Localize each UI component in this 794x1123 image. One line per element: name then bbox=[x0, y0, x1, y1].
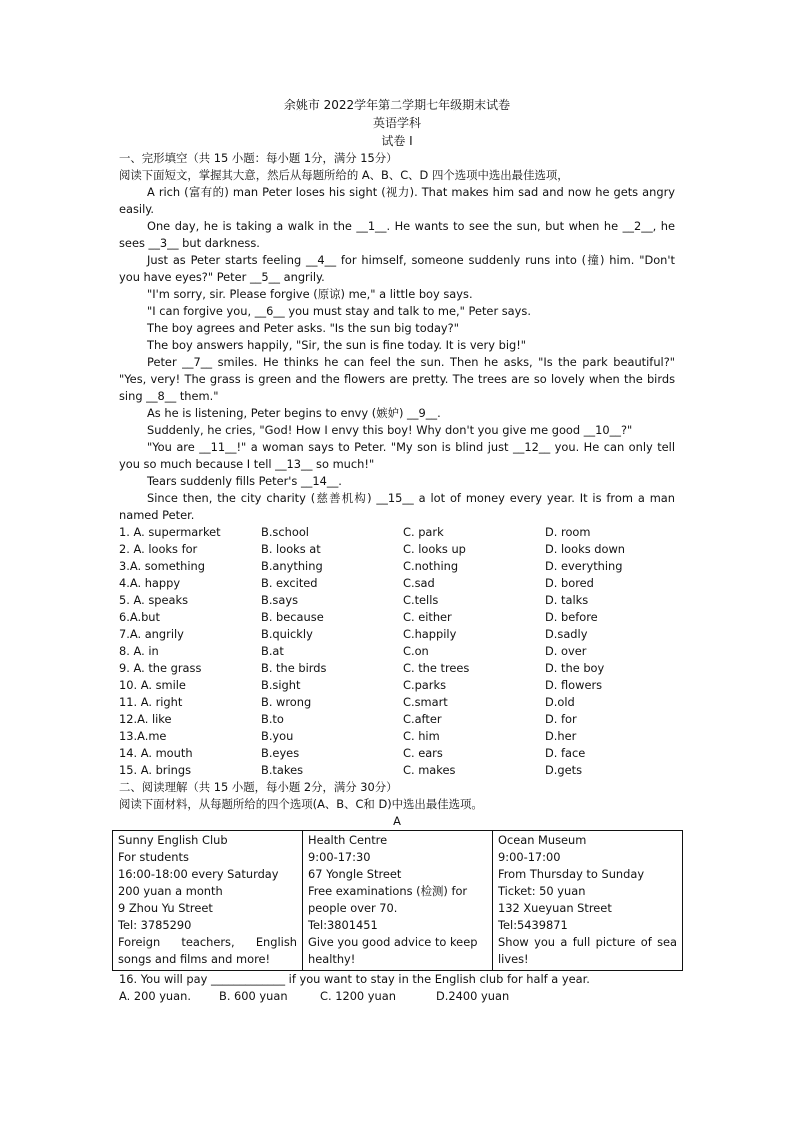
choice-d: D.2400 yuan bbox=[436, 989, 510, 1003]
exam-title: 余姚市 2022学年第二学期七年级期末试卷 bbox=[283, 98, 511, 112]
option-row bbox=[119, 694, 675, 711]
option-b: B.to bbox=[261, 712, 284, 726]
option-row bbox=[119, 609, 675, 626]
option-d: D. talks bbox=[545, 593, 589, 607]
option-b: B. the birds bbox=[261, 661, 327, 675]
passage-paragraph: Just as Peter starts feeling __4__ for himself, someone suddenly runs into (撞) him. "Don't you have eyes?" Peter __5__ angrily. bbox=[119, 253, 675, 284]
passage-paragraph: "I can forgive you, __6__ you must stay and talk to me," Peter says. bbox=[147, 304, 531, 318]
option-c: C. park bbox=[403, 525, 444, 539]
section1-heading: 一、完形填空（共 15 小题：每小题 1分，满分 15分） bbox=[119, 151, 398, 165]
question-stem-rest: if you want to stay in the English club for half a year. bbox=[285, 972, 590, 986]
option-d: D. face bbox=[545, 746, 586, 760]
option-c: C. him bbox=[403, 729, 440, 743]
option-d: D. over bbox=[545, 644, 587, 658]
option-c: C. the trees bbox=[403, 661, 470, 675]
question-16 bbox=[119, 971, 675, 988]
option-a: 7.A. angrily bbox=[119, 627, 184, 641]
option-b: B. because bbox=[261, 610, 324, 624]
ad-title: Ocean Museum bbox=[498, 833, 587, 847]
option-b: B.quickly bbox=[261, 627, 313, 641]
ad-title: Health Centre bbox=[308, 833, 388, 847]
ad-description: Foreign teachers, English songs and films and more! bbox=[118, 935, 297, 966]
ad-english-club bbox=[113, 831, 303, 971]
passage-paragraph: The boy agrees and Peter asks. "Is the sun big today?" bbox=[147, 321, 459, 335]
option-b: B.eyes bbox=[261, 746, 300, 760]
option-c: C. looks up bbox=[403, 542, 466, 556]
option-a: 5. A. speaks bbox=[119, 593, 189, 607]
option-d: D. for bbox=[545, 712, 577, 726]
ad-title: Sunny English Club bbox=[118, 833, 228, 847]
ads-row bbox=[113, 831, 683, 971]
option-c: C.nothing bbox=[403, 559, 459, 573]
cloze-options bbox=[119, 524, 675, 779]
option-row bbox=[119, 728, 675, 745]
option-b: B.takes bbox=[261, 763, 304, 777]
option-row bbox=[119, 745, 675, 762]
option-d: D.gets bbox=[545, 763, 583, 777]
option-row bbox=[119, 643, 675, 660]
option-a: 1. A. supermarket bbox=[119, 525, 221, 539]
option-c: C. makes bbox=[403, 763, 456, 777]
option-a: 6.A.but bbox=[119, 610, 160, 624]
section2-heading: 二、阅读理解（共 15 小题，每小题 2分，满分 30分） bbox=[119, 780, 398, 794]
ad-line: From Thursday to Sunday bbox=[498, 867, 645, 881]
option-a: 10. A. smile bbox=[119, 678, 186, 692]
exam-paper-label: 试卷 I bbox=[381, 134, 413, 148]
ad-line: 9:00-17:00 bbox=[498, 850, 561, 864]
option-b: B.school bbox=[261, 525, 309, 539]
ad-line: Tel:5439871 bbox=[498, 918, 568, 932]
option-c: C.parks bbox=[403, 678, 446, 692]
ads-table bbox=[112, 830, 683, 971]
option-a: 9. A. the grass bbox=[119, 661, 202, 675]
option-d: D. everything bbox=[545, 559, 623, 573]
exam-subject: 英语学科 bbox=[372, 116, 421, 130]
section1-instruction: 阅读下面短文，掌握其大意，然后从每题所给的 A、B、C、D 四个选项中选出最佳选项， bbox=[119, 168, 569, 182]
option-c: C. ears bbox=[403, 746, 443, 760]
option-b: B. wrong bbox=[261, 695, 312, 709]
option-d: D.old bbox=[545, 695, 575, 709]
option-a: 2. A. looks for bbox=[119, 542, 198, 556]
option-c: C. either bbox=[403, 610, 452, 624]
option-c: C.on bbox=[403, 644, 429, 658]
option-a: 8. A. in bbox=[119, 644, 159, 658]
passage-paragraph: The boy answers happily, "Sir, the sun is fine today. It is very big!" bbox=[147, 338, 527, 352]
option-d: D. flowers bbox=[545, 678, 603, 692]
ad-line: 200 yuan a month bbox=[118, 884, 223, 898]
passage-paragraph: "I'm sorry, sir. Please forgive (原谅) me," a little boy says. bbox=[147, 287, 473, 301]
ad-ocean-museum bbox=[493, 831, 683, 971]
page-content bbox=[119, 96, 675, 1005]
passage-paragraph: Tears suddenly fills Peter's __14__. bbox=[147, 474, 342, 488]
option-a: 13.A.me bbox=[119, 729, 167, 743]
choice-c: C. 1200 yuan bbox=[320, 989, 396, 1003]
ad-line: For students bbox=[118, 850, 189, 864]
option-b: B. excited bbox=[261, 576, 318, 590]
ad-line: 132 Xueyuan Street bbox=[498, 901, 612, 915]
option-c: C.after bbox=[403, 712, 442, 726]
option-a: 11. A. right bbox=[119, 695, 183, 709]
ad-line: 9 Zhou Yu Street bbox=[118, 901, 213, 915]
option-d: D. room bbox=[545, 525, 591, 539]
option-row bbox=[119, 660, 675, 677]
option-row bbox=[119, 575, 675, 592]
ad-description: Give you good advice to keep healthy! bbox=[308, 935, 478, 966]
passage-paragraph: One day, he is taking a walk in the __1__. He wants to see the sun, but when he __2__, he sees __3__ but darkness. bbox=[119, 219, 675, 250]
option-b: B.says bbox=[261, 593, 299, 607]
option-b: B.you bbox=[261, 729, 294, 743]
option-row bbox=[119, 711, 675, 728]
passage-paragraph: Peter __7__ smiles. He thinks he can feel the sun. Then he asks, "Is the park beautiful?" "Yes, very! The grass is green and the flowers are pretty. The trees are so lovely when the birds sing __8__ them." bbox=[119, 355, 675, 403]
option-d: D.sadly bbox=[545, 627, 588, 641]
ad-description: Show you a full picture of sea lives! bbox=[498, 935, 677, 966]
option-a: 12.A. like bbox=[119, 712, 172, 726]
question-16-choices bbox=[119, 988, 675, 1005]
ad-line: 67 Yongle Street bbox=[308, 867, 402, 881]
ad-line: Tel:3801451 bbox=[308, 918, 378, 932]
ad-line: 16:00-18:00 every Saturday bbox=[118, 867, 279, 881]
option-d: D.her bbox=[545, 729, 577, 743]
option-b: B.anything bbox=[261, 559, 323, 573]
option-row bbox=[119, 541, 675, 558]
option-b: B.at bbox=[261, 644, 284, 658]
option-row bbox=[119, 677, 675, 694]
ad-line: Ticket: 50 yuan bbox=[498, 884, 586, 898]
choice-a: A. 200 yuan. bbox=[119, 989, 191, 1003]
choice-b: B. 600 yuan bbox=[219, 989, 288, 1003]
passage-paragraph: As he is listening, Peter begins to envy (嫉妒) __9__. bbox=[147, 406, 441, 420]
passage-paragraph: A rich (富有的) man Peter loses his sight (视力). That makes him sad and now he gets angry easily. bbox=[119, 185, 675, 216]
option-row bbox=[119, 762, 675, 779]
section2-instruction: 阅读下面材料，从每题所给的四个选项(A、B、C和 D)中选出最佳选项。 bbox=[119, 797, 483, 811]
ad-description: Free examinations (检测) for people over 70. bbox=[308, 884, 468, 915]
option-row bbox=[119, 592, 675, 609]
option-c: C.smart bbox=[403, 695, 448, 709]
passage-paragraph: Suddenly, he cries, "God! How I envy this boy! Why don't you give me good __10__?" bbox=[147, 423, 633, 437]
option-c: C.tells bbox=[403, 593, 439, 607]
option-row bbox=[119, 558, 675, 575]
ad-health-centre bbox=[303, 831, 493, 971]
option-c: C.happily bbox=[403, 627, 457, 641]
option-b: B.sight bbox=[261, 678, 301, 692]
option-d: D. the boy bbox=[545, 661, 605, 675]
passage-paragraph: "You are __11__!" a woman says to Peter. "My son is blind just __12__ you. He can only tell you so much because I tell __13__ so much!" bbox=[119, 440, 675, 471]
option-d: D. bored bbox=[545, 576, 594, 590]
passage-paragraph: Since then, the city charity (慈善机构) __15__ a lot of money every year. It is from a man named Peter. bbox=[119, 491, 675, 522]
answer-blank: _____________ bbox=[211, 972, 286, 986]
option-d: D. before bbox=[545, 610, 598, 624]
option-a: 4.A. happy bbox=[119, 576, 181, 590]
option-a: 14. A. mouth bbox=[119, 746, 193, 760]
option-d: D. looks down bbox=[545, 542, 626, 556]
reading-part-label: A bbox=[393, 814, 401, 828]
ad-line: 9:00-17:30 bbox=[308, 850, 371, 864]
option-a: 15. A. brings bbox=[119, 763, 192, 777]
option-row bbox=[119, 524, 675, 541]
option-c: C.sad bbox=[403, 576, 435, 590]
cloze-passage bbox=[119, 184, 675, 524]
option-row bbox=[119, 626, 675, 643]
option-b: B. looks at bbox=[261, 542, 321, 556]
ad-line: Tel: 3785290 bbox=[118, 918, 192, 932]
question-stem: 16. You will pay bbox=[119, 972, 211, 986]
option-a: 3.A. something bbox=[119, 559, 206, 573]
